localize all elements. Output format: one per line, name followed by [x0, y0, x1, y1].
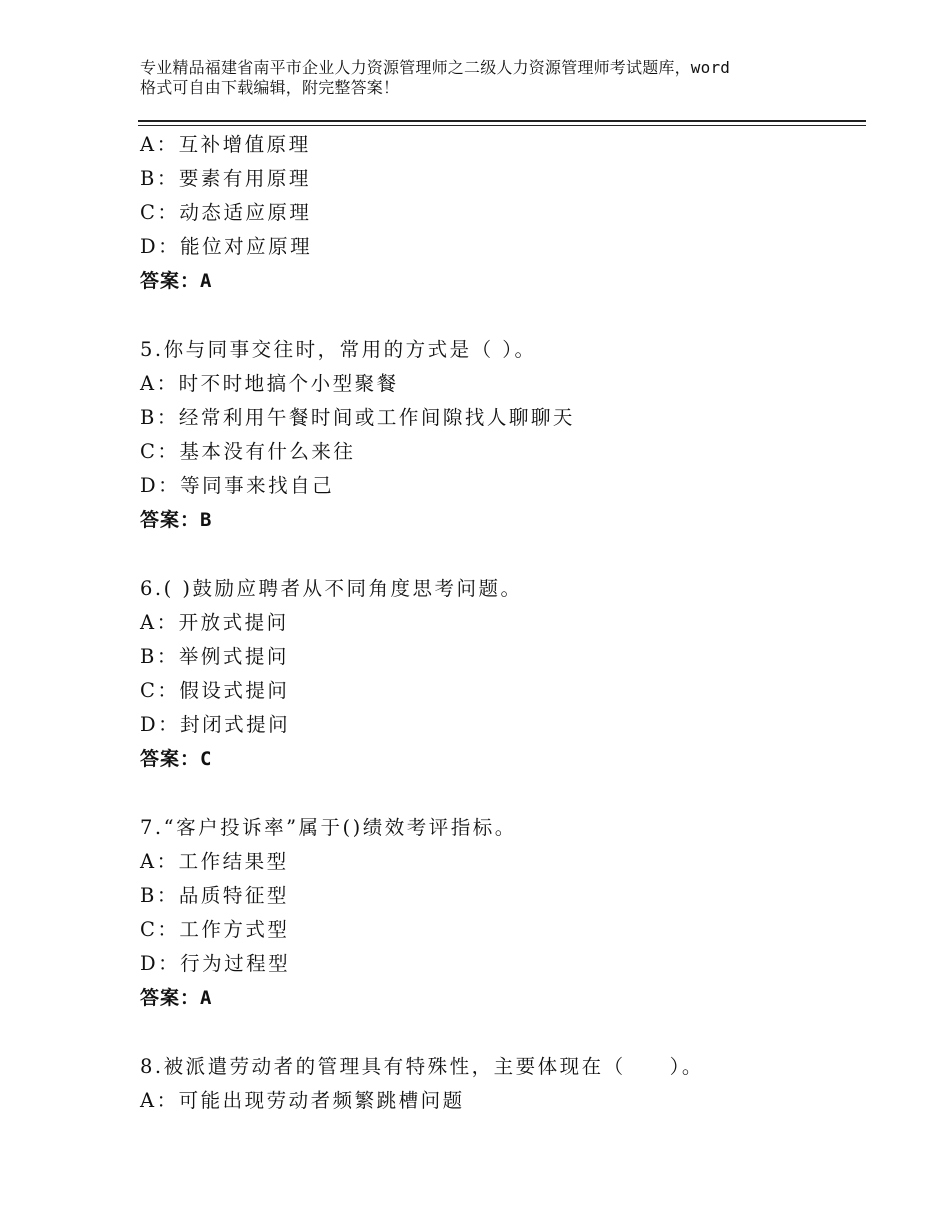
- option-a: A：互补增值原理: [140, 133, 311, 156]
- answer-label: 答案：C: [140, 748, 213, 770]
- option-d: D：封闭式提问: [140, 713, 291, 736]
- question-text: 5.你与同事交往时，常用的方式是（ ）。: [140, 338, 537, 361]
- option-d: D：能位对应原理: [140, 235, 313, 258]
- option-b: B：经常利用午餐时间或工作间隙找人聊聊天: [140, 406, 575, 429]
- option-d: D：等同事来找自己: [140, 474, 335, 497]
- document-header: [140, 58, 830, 98]
- answer-label: 答案：A: [140, 270, 213, 292]
- option-a: A：可能出现劳动者频繁跳槽问题: [140, 1089, 465, 1112]
- answer-label: 答案：B: [140, 509, 213, 531]
- spacer: [140, 776, 860, 811]
- question-list: [140, 128, 860, 1118]
- option-b: B：品质特征型: [140, 884, 289, 907]
- question-text: 8.被派遣劳动者的管理具有特殊性，主要体现在（ ）。: [140, 1055, 704, 1078]
- header-divider-thin: [138, 125, 866, 126]
- answer-label: 答案：A: [140, 987, 213, 1009]
- option-c: C：工作方式型: [140, 918, 290, 941]
- header-line-1: 专业精品福建省南平市企业人力资源管理师之二级人力资源管理师考试题库，word: [140, 58, 731, 77]
- option-a: A：工作结果型: [140, 850, 289, 873]
- option-c: C：基本没有什么来往: [140, 440, 356, 463]
- option-a: A：开放式提问: [140, 611, 289, 634]
- question-block-8: [140, 1050, 860, 1118]
- question-block-4: [140, 128, 860, 298]
- question-text: 7.“客户投诉率”属于()绩效考评指标。: [140, 816, 517, 839]
- option-b: B：要素有用原理: [140, 167, 311, 190]
- spacer: [140, 298, 860, 333]
- header-line-2: 格式可自由下载编辑，附完整答案！: [140, 78, 400, 97]
- question-block-6: [140, 572, 860, 776]
- spacer: [140, 1015, 860, 1050]
- question-block-5: [140, 333, 860, 537]
- option-c: C：动态适应原理: [140, 201, 312, 224]
- option-d: D：行为过程型: [140, 952, 291, 975]
- option-c: C：假设式提问: [140, 679, 290, 702]
- option-b: B：举例式提问: [140, 645, 289, 668]
- header-divider-thick: [138, 120, 866, 122]
- spacer: [140, 537, 860, 572]
- question-text: 6.( )鼓励应聘者从不同角度思考问题。: [140, 577, 523, 600]
- question-block-7: [140, 811, 860, 1015]
- option-a: A：时不时地搞个小型聚餐: [140, 372, 399, 395]
